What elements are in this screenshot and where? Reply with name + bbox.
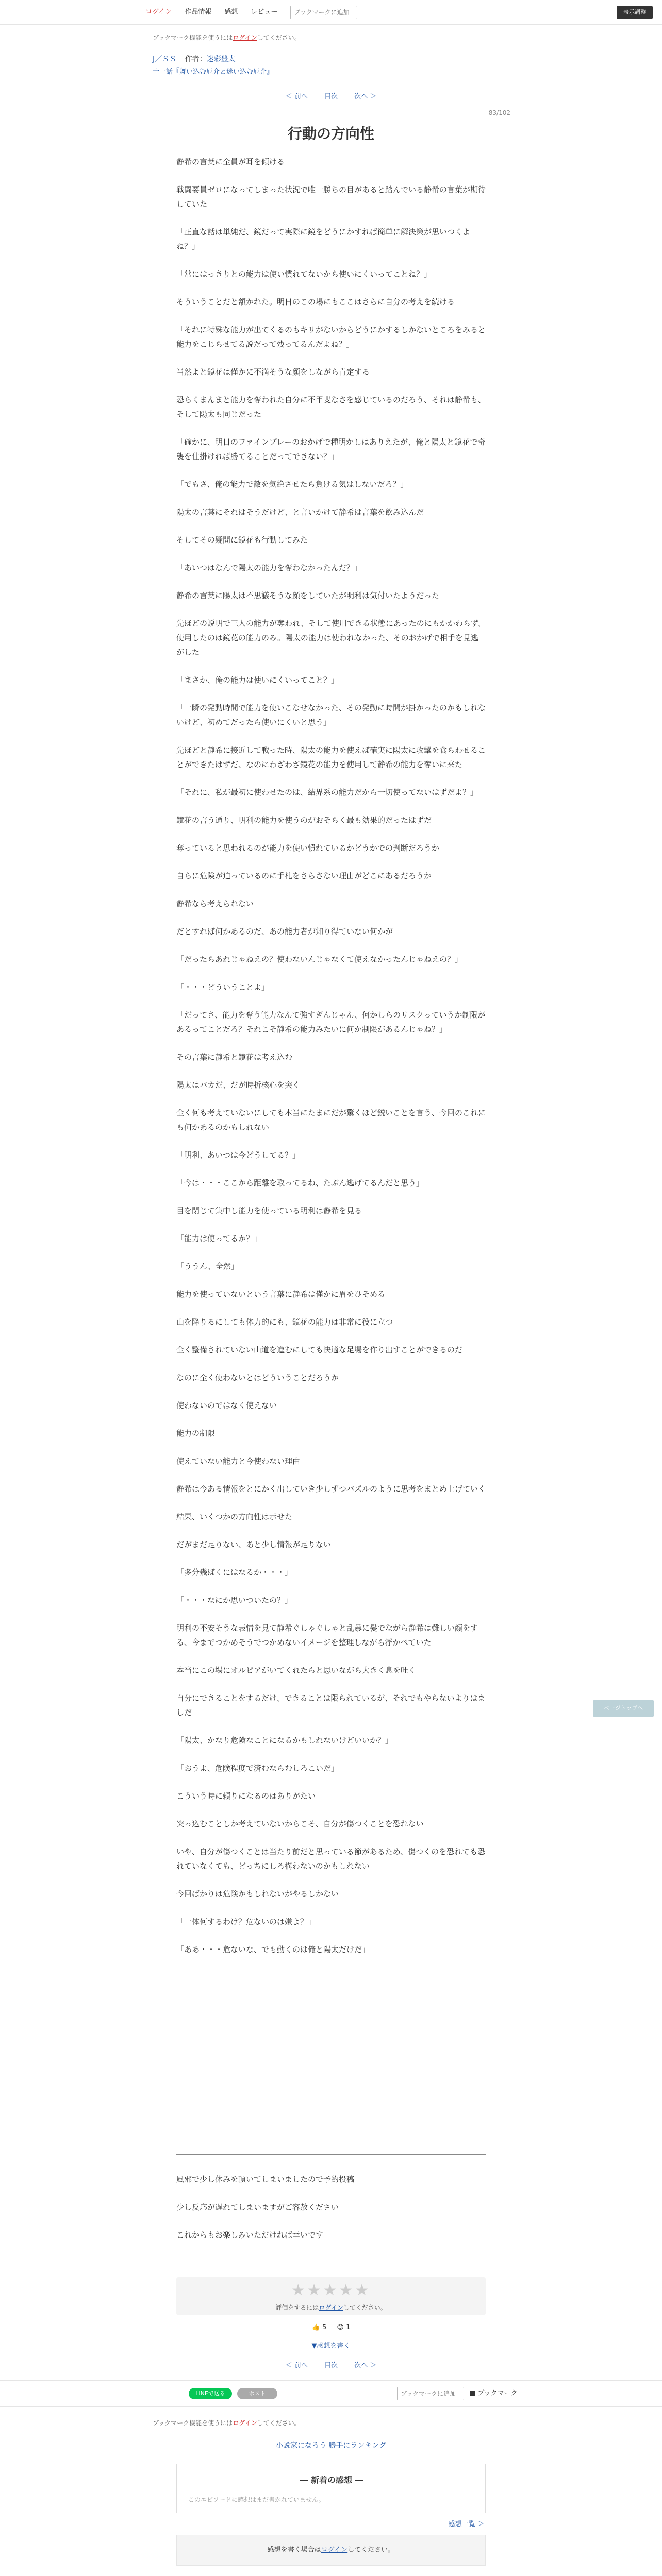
afterword-paragraph: 風邪で少し休みを頂いてしまいましたので予約投稿 xyxy=(176,2175,355,2184)
author-label: 作者： xyxy=(185,55,207,63)
bookmark-input-bottom[interactable] xyxy=(397,2387,464,2400)
nav-reviews[interactable]: レビュー xyxy=(244,5,284,20)
pager-toc[interactable]: 目次 xyxy=(324,2362,338,2369)
author-name[interactable]: 迷彩豊太 xyxy=(206,55,236,63)
body-paragraph: 「だってさ、能力を奪う能力なんて強すぎんじゃん、何かしらのリスクっていうか制限があるってことだろ？それこそ静希の能力みたいに何か制限があるんじゃね？」 xyxy=(176,1010,486,1034)
reaction-smile[interactable] xyxy=(337,2324,350,2331)
impressions-title: ― 新着の感想 ― xyxy=(300,2475,363,2485)
nav-login[interactable]: ログイン xyxy=(145,5,178,20)
nav-work-info[interactable]: 作品情報 xyxy=(178,5,218,20)
body-paragraph: 静希なら考えられない xyxy=(176,899,254,908)
body-paragraph: 「陽太、かなり危険なことになるかもしれないけどいいか？」 xyxy=(176,1736,393,1745)
body-paragraph: 使えていない能力と今使わない理由 xyxy=(176,1456,301,1466)
login-notice-prefix: ブックマーク機能を使うには xyxy=(153,2419,233,2427)
body-paragraph: 「一体何するわけ？危ないのは嫌よ？」 xyxy=(176,1917,316,1926)
afterword xyxy=(176,2172,486,2256)
login-notice-bottom xyxy=(153,2418,301,2427)
body-paragraph: 先ほどの説明で三人の能力が奪われ、そして使用できる状態にあったのにもかかわらず、使用したのは鏡花の能力のみ。陽太の能力は使われなかった、そのおかげで相手を見逃がした xyxy=(176,619,486,657)
pager-next[interactable]: 次へ ＞ xyxy=(354,93,377,100)
pager-toc[interactable]: 目次 xyxy=(324,93,338,100)
body-paragraph: 静希の言葉に全員が耳を傾ける xyxy=(176,157,285,166)
impressions-empty: このエピソードに感想はまだ書かれていません。 xyxy=(188,2496,325,2503)
header-nav xyxy=(145,5,357,20)
rating-login-text xyxy=(176,2303,486,2312)
body-paragraph: 静希は今ある情報をとにかく出していき少しずつパズルのように思考をまとめ上げていく xyxy=(176,1484,486,1494)
pager-top xyxy=(0,91,662,100)
body-paragraph: 自らに危険が迫っているのに手札をさらさない理由がどこにあるだろうか xyxy=(176,871,432,880)
body-paragraph: 奪っていると思われるのが能力を使い慣れているかどうかでの判断だろうか xyxy=(176,843,440,853)
body-paragraph: 「あいつはなんで陽太の能力を奪わなかったんだ？」 xyxy=(176,563,362,572)
review-prefix: 感想を書く場合は xyxy=(267,2546,321,2554)
body-paragraph: 「・・・どういうことよ」 xyxy=(176,982,270,992)
body-paragraph: そういうことだと頷かれた。明日のこの場にもここはさらに自分の考えを続ける xyxy=(176,297,455,307)
body-paragraph: 陽太の言葉にそれはそうだけど、と言いかけて静希は言葉を飲み込んだ xyxy=(176,507,424,517)
body-paragraph: 「ああ・・・危ないな、でも動くのは俺と陽太だけだ」 xyxy=(176,1945,370,1954)
body-paragraph: 陽太はバカだ、だが時折核心を突く xyxy=(176,1080,301,1090)
reactions xyxy=(0,2324,662,2331)
new-impressions-box xyxy=(176,2464,486,2513)
novel-body xyxy=(176,155,486,1970)
pager-next[interactable]: 次へ ＞ xyxy=(354,2362,377,2369)
body-paragraph: 「確かに、明日のファインプレーのおかげで種明かしはありえたが、俺と陽太と鏡花で奇襲を仕掛ければ勝てることだってできない？」 xyxy=(176,437,486,461)
body-paragraph: 明利の不安そうな表情を見て静希ぐしゃぐしゃと乱暴に髪でながら静希は難しい顔をする、今までつかめそうでつかめないイメージを整理しながら浮かべていた xyxy=(176,1623,478,1647)
body-paragraph: 鏡花の言う通り、明利の能力を使うのがおそらく最も効果的だったはずだ xyxy=(176,816,432,825)
rating-suffix: してください。 xyxy=(343,2304,387,2311)
body-paragraph: 「ううん、全然」 xyxy=(176,1262,239,1271)
body-paragraph: だとすれば何かあるのだ、あの能力者が知り得ていない何かが xyxy=(176,927,393,936)
episode-title: 行動の方向性 xyxy=(287,125,374,142)
rating-stars[interactable]: ★★★★★ xyxy=(291,2281,371,2299)
body-paragraph: 使わないのではなく使えない xyxy=(176,1401,277,1410)
header xyxy=(0,0,662,25)
chapter-title: 十一話『舞い込む厄介と迷い込む厄介』 xyxy=(153,68,274,76)
pager-prev[interactable]: ＜ 前へ xyxy=(285,93,308,100)
body-paragraph: その言葉に静希と鏡花は考え込む xyxy=(176,1053,293,1062)
x-share-button[interactable]: ポスト xyxy=(237,2388,277,2399)
body-paragraph: 「常にはっきりとの能力は使い慣れてないから使いにくいってことね？」 xyxy=(176,269,432,279)
body-paragraph: 山を降りるにしても体力的にも、鏡花の能力は非常に役に立つ xyxy=(176,1317,393,1327)
rating-prefix: 評価をするには xyxy=(275,2304,319,2311)
share-bookmark-bar xyxy=(0,2380,662,2407)
body-paragraph: 「多分幾ばくにはなるか・・・」 xyxy=(176,1568,293,1577)
ranking-banner[interactable]: 小説家になろう 勝手にランキング xyxy=(275,2442,387,2450)
pager-bottom xyxy=(0,2360,662,2369)
body-paragraph: だがまだ足りない、あと少し情報が足りない xyxy=(176,1540,332,1549)
review-login-link[interactable]: ログイン xyxy=(321,2546,348,2554)
body-paragraph: 「でもさ、俺の能力で敵を気絶させたら負ける気はしないだろ？」 xyxy=(176,480,408,489)
body-paragraph: 全く整備されていない山道を進むにしても快適な足場を作り出すことができるのだ xyxy=(176,1345,463,1354)
body-paragraph: 「明利、あいつは今どうしてる？」 xyxy=(176,1150,301,1160)
display-settings-button[interactable]: 表示調整 xyxy=(617,6,653,19)
body-paragraph: 本当にこの場にオルビアがいてくれたらと思いながら大きく息を吐く xyxy=(176,1666,417,1675)
body-paragraph: 「正直な話は単純だ、鏡だって実際に鏡をどうにかすれば簡単に解決策が思いつくよね？」 xyxy=(176,227,471,251)
thumbs-up-icon: 👍 xyxy=(311,2324,320,2331)
body-paragraph: 「今は・・・ここから距離を取ってるね、たぶん逃げてるんだと思う」 xyxy=(176,1178,424,1188)
body-paragraph: 戦闘要員ゼロになってしまった状況で唯一勝ちの目があると踏んでいる静希の言葉が期待していた xyxy=(176,185,486,209)
body-paragraph: 「一瞬の発動時間で能力を使いこなせなかった、その発動に時間が掛かったのかもしれないけど、初めてだったら使いにくいと思う」 xyxy=(176,703,486,727)
body-paragraph: 「だったらあれじゃねえの？使わないんじゃなくて使えなかったんじゃねえの？」 xyxy=(176,955,463,964)
body-paragraph: 突っ込むことしか考えていないからこそ、自分が傷つくことを恐れない xyxy=(176,1819,424,1828)
body-paragraph: 「まさか、俺の能力は使いにくいってこと？」 xyxy=(176,675,339,685)
body-paragraph: 目を閉じて集中し能力を使っている明利は静希を見る xyxy=(176,1206,362,1215)
body-paragraph: 恐らくまんまと能力を奪われた自分に不甲斐なさを感じているのだろう、それは静希も、そして陽太も同じだった xyxy=(176,395,486,419)
reaction-count: 5 xyxy=(322,2324,327,2331)
reaction-count: 1 xyxy=(346,2324,351,2331)
body-paragraph: そしてその疑問に鏡花も行動してみた xyxy=(176,535,308,545)
nav-impressions[interactable]: 感想 xyxy=(218,5,244,20)
review-login-box xyxy=(176,2535,486,2566)
bookmark-button[interactable]: ■ ブックマーク xyxy=(469,2389,518,2397)
afterword-divider xyxy=(176,2154,486,2155)
line-share-button[interactable]: LINEで送る xyxy=(189,2388,232,2399)
review-suffix: してください。 xyxy=(347,2546,395,2554)
smile-icon: 😊 xyxy=(337,2324,344,2331)
body-paragraph: 「それに、私が最初に使わせたのは、結界系の能力だから一切使ってないはずだよ？」 xyxy=(176,788,478,797)
body-paragraph: こういう時に頼りになるのはありがたい xyxy=(176,1791,316,1801)
body-paragraph: 結果、いくつかの方向性は示せた xyxy=(176,1512,293,1521)
body-paragraph: 「おうよ、危険程度で済むならむしろこいだ」 xyxy=(176,1764,339,1773)
body-paragraph: 能力を使っていないという言葉に静希は僅かに眉をひそめる xyxy=(176,1290,386,1299)
login-notice-suffix: してください。 xyxy=(257,34,301,41)
login-notice-suffix: してください。 xyxy=(257,2419,301,2427)
write-impression-link[interactable]: ▼感想を書く xyxy=(311,2342,351,2350)
login-notice xyxy=(153,33,301,42)
rating-box xyxy=(176,2277,486,2315)
pager-prev[interactable]: ＜ 前へ xyxy=(285,2362,308,2369)
body-paragraph: 「・・・なにか思いついたの？」 xyxy=(176,1596,293,1605)
rating-login-link[interactable]: ログイン xyxy=(319,2304,343,2311)
series-title[interactable]: J／ＳＳ xyxy=(153,55,177,63)
afterword-paragraph: 少し反応が遅れてしまいますがご容赦ください xyxy=(176,2202,339,2212)
body-paragraph: 今回ばかりは危険かもしれないがやるしかない xyxy=(176,1889,339,1899)
series-line xyxy=(153,54,236,64)
body-paragraph: 自分にできることをするだけ、できることは限られているが、それでもやらないよりはましだ xyxy=(176,1693,486,1717)
page-top-button[interactable]: ページトップへ xyxy=(593,1700,654,1717)
reaction-thumbs-up[interactable] xyxy=(312,2324,327,2331)
impressions-list-link[interactable]: 感想一覧 ＞ xyxy=(449,2520,485,2528)
body-paragraph: 当然よと鏡花は僅かに不満そうな顔をしながら肯定する xyxy=(176,367,370,377)
login-notice-prefix: ブックマーク機能を使うには xyxy=(153,34,233,41)
page-count: 83/102 xyxy=(488,109,510,116)
afterword-paragraph: これからもお楽しみいただければ幸いです xyxy=(176,2230,324,2240)
body-paragraph: 全く何も考えていないにしても本当にたまにだが驚くほど鋭いことを言う、今回のこれにも何かあるのかもしれない xyxy=(176,1108,486,1132)
body-paragraph: 静希の言葉に陽太は不思議そうな顔をしていたが明利は気付いたようだった xyxy=(176,591,440,600)
bookmark-search-input[interactable] xyxy=(290,6,357,19)
body-paragraph: 能力の制限 xyxy=(176,1429,216,1438)
body-paragraph: 先ほどと静希に接近して戦った時、陽太の能力を使えば確実に陽太に攻撃を食らわせることができたはずだ、なのにわざわざ鏡花の能力を使用して静希の能力を奪いに来た xyxy=(176,745,486,769)
body-paragraph: いや、自分が傷つくことは当たり前だと思っている節があるため、傷つくのを恐れても恐れていなくても、どっちにしろ構わないのかもしれない xyxy=(176,1847,486,1871)
body-paragraph: なのに全く使わないとはどういうことだろうか xyxy=(176,1373,339,1382)
body-paragraph: 「それに特殊な能力が出てくるのもキリがないからどうにかするしかないところをみると能力をこじらせてる説だって残ってるんだよね？」 xyxy=(176,325,486,349)
body-paragraph: 「能力は使ってるか？」 xyxy=(176,1234,262,1243)
login-notice-link[interactable]: ログイン xyxy=(233,2419,257,2427)
login-notice-link[interactable]: ログイン xyxy=(233,34,257,41)
